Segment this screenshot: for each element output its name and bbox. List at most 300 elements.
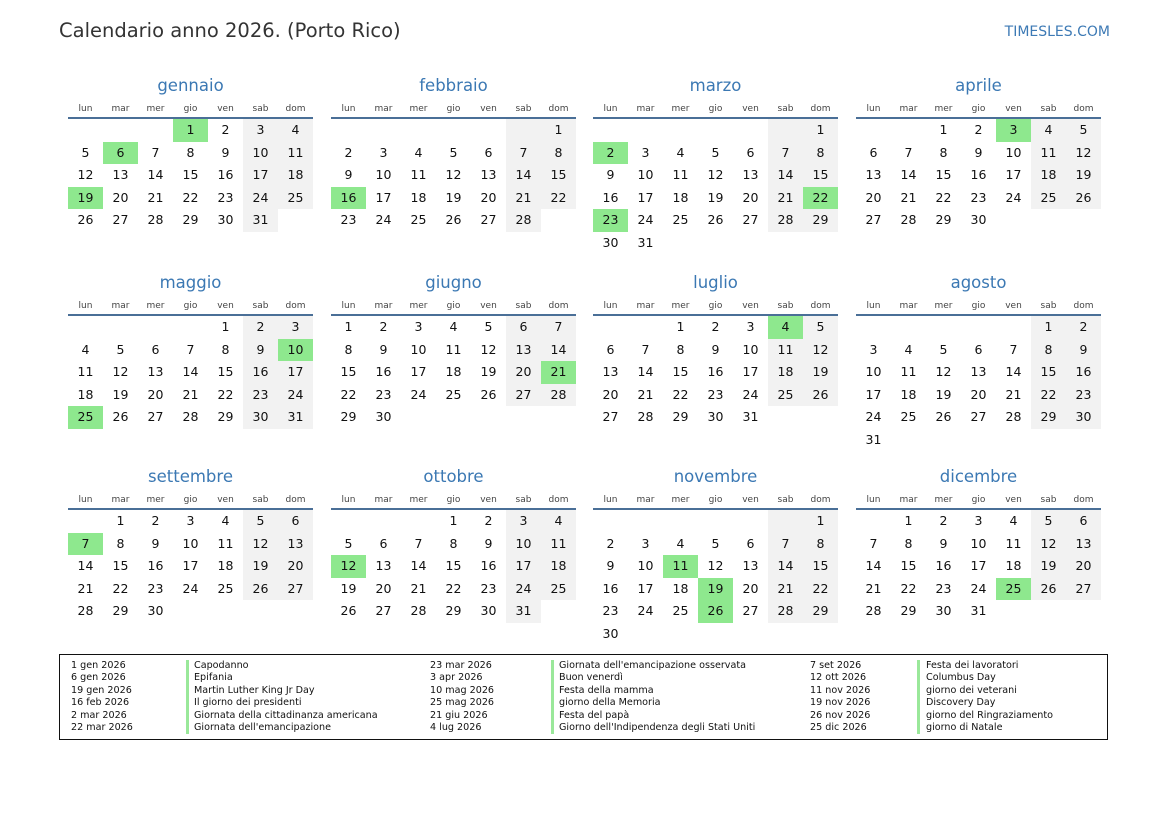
day-cell: 2 (1066, 316, 1101, 339)
day-cell: 4 (81, 341, 90, 357)
empty-cell (1031, 209, 1066, 232)
day-cell: 9 (344, 167, 353, 182)
day-cell: 27 (742, 603, 759, 618)
day-cell: 6 (869, 144, 878, 160)
legend-date: 7 set 2026 (810, 660, 862, 671)
day-cell: 18 (672, 189, 689, 205)
empty-cell (803, 406, 838, 429)
day-cell: 15 (900, 558, 917, 573)
day-cell: 29 (217, 409, 234, 424)
weekday-header (593, 294, 838, 316)
weekday-label: mar (899, 495, 918, 505)
weekday-label: dom (548, 104, 569, 114)
day-cell: 18 (1005, 558, 1022, 573)
weekday-label: lun (603, 104, 618, 114)
day-cell: 20 (147, 386, 164, 402)
day-cell: 5 (449, 144, 458, 160)
day-cell: 4 (676, 144, 685, 160)
weekday-label: ven (217, 104, 234, 114)
legend-holiday-name: Columbus Day (926, 672, 996, 684)
empty-cell (926, 429, 961, 452)
day-cell: 15 (340, 364, 357, 379)
empty-cell (506, 119, 541, 142)
day-cell: 26 (480, 386, 497, 402)
weekday-label: mer (671, 301, 690, 311)
month-title: marzo (689, 76, 742, 95)
weekday-label: lun (341, 301, 356, 311)
legend-date: 3 apr 2026 (430, 672, 483, 684)
holiday-day-cell: 6 (103, 142, 138, 165)
day-cell: 10 (865, 364, 882, 379)
weekday-label: ven (480, 104, 497, 114)
day-cell: 27 (602, 409, 619, 424)
day-cell: 23 (602, 603, 619, 618)
day-cell: 23 (375, 386, 392, 402)
month-gennaio (68, 74, 313, 232)
empty-cell (698, 119, 733, 142)
day-cell: 9 (151, 535, 160, 551)
day-cell: 28 (506, 209, 541, 232)
day-cell: 5 (484, 319, 493, 334)
empty-cell (768, 232, 803, 255)
holiday-day-cell: 3 (996, 119, 1031, 142)
day-cell: 23 (1066, 384, 1101, 407)
day-cell: 17 (742, 364, 759, 379)
day-cell: 3 (278, 316, 313, 339)
day-cell: 15 (112, 558, 129, 573)
day-cell: 29 (112, 603, 129, 618)
month-aprile (856, 74, 1101, 232)
day-cell: 9 (939, 535, 948, 551)
day-cell: 10 (637, 167, 654, 182)
day-cell: 30 (147, 603, 164, 618)
day-cell: 12 (935, 364, 952, 379)
empty-cell (243, 600, 278, 623)
month-maggio (68, 271, 313, 429)
day-cell: 7 (768, 142, 803, 165)
month-title: aprile (955, 76, 1002, 95)
holiday-day-cell: 23 (593, 209, 628, 232)
day-cell: 22 (541, 187, 576, 210)
day-cell: 27 (112, 212, 129, 227)
day-cell: 22 (935, 189, 952, 205)
day-cell: 21 (147, 189, 164, 205)
day-cell: 31 (970, 603, 987, 618)
day-cell: 23 (147, 580, 164, 596)
weekday-label: sab (252, 301, 269, 311)
weekday-label: lun (603, 301, 618, 311)
day-cell: 7 (414, 535, 423, 551)
weekday-label: dom (285, 301, 306, 311)
weekday-label: sab (777, 301, 794, 311)
holiday-day-cell: 19 (698, 578, 733, 601)
day-cell: 11 (768, 339, 803, 362)
day-cell: 29 (672, 409, 689, 424)
day-cell: 22 (1031, 384, 1066, 407)
day-cell: 5 (243, 510, 278, 533)
day-cell: 16 (480, 558, 497, 573)
month-title: gennaio (157, 76, 224, 95)
weekday-label: gio (708, 301, 723, 311)
day-cell: 15 (1031, 361, 1066, 384)
day-cell: 13 (865, 167, 882, 182)
weekday-label: gio (708, 495, 723, 505)
legend-color-bar (551, 660, 554, 734)
empty-cell (856, 119, 891, 142)
day-cell: 22 (182, 189, 199, 205)
day-cell: 1 (541, 119, 576, 142)
day-cell: 4 (1009, 513, 1018, 528)
weekday-label: mer (934, 301, 953, 311)
empty-cell (803, 623, 838, 646)
day-cell: 27 (278, 578, 313, 601)
weekday-header (68, 97, 313, 119)
day-cell: 28 (900, 212, 917, 227)
weekday-label: ven (1005, 301, 1022, 311)
day-cell: 20 (742, 189, 759, 205)
day-cell: 25 (217, 580, 234, 596)
day-cell: 3 (243, 119, 278, 142)
day-cell: 2 (151, 513, 160, 528)
empty-cell (1066, 600, 1101, 623)
day-cell: 23 (707, 386, 724, 402)
empty-cell (541, 600, 576, 623)
weekday-label: dom (810, 495, 831, 505)
day-cell: 30 (1066, 406, 1101, 429)
holiday-day-cell: 7 (68, 533, 103, 556)
day-cell: 6 (746, 144, 755, 160)
day-cell: 1 (344, 319, 353, 334)
weekday-label: sab (1040, 495, 1057, 505)
holiday-day-cell: 26 (698, 600, 733, 623)
holiday-day-cell: 2 (593, 142, 628, 165)
weekday-label: gio (183, 104, 198, 114)
day-cell: 6 (974, 341, 983, 357)
day-cell: 14 (506, 164, 541, 187)
weekday-label: mer (934, 104, 953, 114)
day-cell: 16 (1066, 361, 1101, 384)
day-grid (856, 119, 1101, 232)
day-cell: 8 (344, 341, 353, 357)
day-cell: 13 (742, 167, 759, 182)
month-title: ottobre (423, 467, 484, 486)
empty-cell (506, 406, 541, 429)
day-cell: 28 (637, 409, 654, 424)
empty-cell (996, 429, 1031, 452)
day-cell: 8 (1031, 339, 1066, 362)
legend-holiday-name: Giorno dell'Indipendenza degli Stati Uniti (559, 721, 756, 733)
weekday-label: sab (777, 104, 794, 114)
day-cell: 10 (243, 142, 278, 165)
weekday-label: lun (603, 495, 618, 505)
day-cell: 30 (602, 234, 619, 250)
day-cell: 4 (414, 144, 423, 160)
empty-cell (768, 119, 803, 142)
day-cell: 2 (606, 535, 615, 551)
day-cell: 17 (1005, 167, 1022, 182)
day-cell: 31 (637, 234, 654, 250)
day-cell: 19 (243, 555, 278, 578)
day-cell: 4 (1031, 119, 1066, 142)
weekday-label: dom (1073, 301, 1094, 311)
day-cell: 2 (939, 513, 948, 528)
day-cell: 25 (541, 578, 576, 601)
day-cell: 15 (445, 558, 462, 573)
day-cell: 4 (676, 535, 685, 551)
day-cell: 20 (480, 189, 497, 205)
legend-holiday-name: Festa della mamma (559, 684, 654, 696)
weekday-label: gio (971, 104, 986, 114)
day-cell: 13 (506, 339, 541, 362)
day-cell: 24 (1005, 189, 1022, 205)
day-cell: 9 (243, 339, 278, 362)
legend-color-bar (186, 660, 189, 734)
day-cell: 17 (637, 580, 654, 596)
day-cell: 24 (742, 386, 759, 402)
day-cell: 28 (865, 603, 882, 618)
weekday-label: lun (78, 301, 93, 311)
legend-date: 12 ott 2026 (810, 672, 867, 684)
day-cell: 5 (81, 144, 90, 160)
day-cell: 29 (445, 603, 462, 618)
day-cell: 25 (768, 384, 803, 407)
weekday-label: dom (548, 495, 569, 505)
month-title: giugno (425, 273, 482, 292)
empty-cell (733, 232, 768, 255)
day-cell: 19 (803, 361, 838, 384)
day-cell: 12 (1031, 533, 1066, 556)
day-cell: 8 (803, 533, 838, 556)
day-cell: 7 (541, 316, 576, 339)
weekday-header (68, 294, 313, 316)
day-grid (68, 510, 313, 623)
day-cell: 17 (637, 189, 654, 205)
day-cell: 24 (637, 603, 654, 618)
weekday-label: ven (742, 301, 759, 311)
day-cell: 4 (904, 341, 913, 357)
day-cell: 13 (278, 533, 313, 556)
legend-holiday-name: giorno dei veterani (926, 684, 1017, 696)
day-cell: 7 (186, 341, 195, 357)
day-cell: 10 (375, 167, 392, 182)
empty-cell (68, 316, 103, 339)
day-cell: 16 (217, 167, 234, 182)
weekday-label: gio (183, 301, 198, 311)
empty-cell (436, 406, 471, 429)
day-cell: 13 (147, 364, 164, 379)
day-cell: 30 (970, 212, 987, 227)
day-cell: 24 (637, 212, 654, 227)
legend-date: 21 giu 2026 (430, 709, 488, 721)
day-cell: 12 (707, 167, 724, 182)
legend-name-column (194, 660, 378, 734)
day-cell: 24 (182, 580, 199, 596)
legend-color-bar (917, 660, 920, 734)
weekday-label: mer (409, 495, 428, 505)
day-cell: 1 (803, 119, 838, 142)
day-cell: 25 (1031, 187, 1066, 210)
day-cell: 21 (768, 187, 803, 210)
weekday-label: mer (146, 301, 165, 311)
day-cell: 24 (970, 580, 987, 596)
weekday-label: mer (146, 495, 165, 505)
day-cell: 31 (865, 431, 882, 447)
weekday-label: ven (217, 301, 234, 311)
day-cell: 14 (1005, 364, 1022, 379)
day-cell: 8 (449, 535, 458, 551)
day-cell: 16 (935, 558, 952, 573)
empty-cell (768, 406, 803, 429)
day-cell: 3 (186, 513, 195, 528)
legend-holiday-name: Buon venerdì (559, 672, 623, 684)
site-link[interactable]: TIMESLES.COM (1004, 24, 1110, 40)
day-cell: 21 (77, 580, 94, 596)
day-cell: 31 (243, 209, 278, 232)
weekday-label: mer (409, 104, 428, 114)
empty-cell (138, 119, 173, 142)
day-cell: 12 (1066, 142, 1101, 165)
day-cell: 7 (768, 533, 803, 556)
weekday-header (593, 97, 838, 119)
day-cell: 2 (484, 513, 493, 528)
legend-holiday-name: Martin Luther King Jr Day (194, 684, 315, 696)
weekday-header (856, 97, 1101, 119)
legend-holiday-name: Festa dei lavoratori (926, 660, 1019, 671)
day-cell: 19 (935, 386, 952, 402)
day-cell: 1 (803, 510, 838, 533)
day-cell: 7 (904, 144, 913, 160)
empty-cell (401, 406, 436, 429)
weekday-label: dom (810, 301, 831, 311)
day-grid (593, 510, 838, 645)
weekday-label: mar (111, 495, 130, 505)
weekday-label: sab (252, 104, 269, 114)
day-cell: 20 (1066, 555, 1101, 578)
day-cell: 5 (711, 535, 720, 551)
day-cell: 28 (768, 209, 803, 232)
day-cell: 13 (602, 364, 619, 379)
day-cell: 1 (449, 513, 458, 528)
weekday-label: sab (515, 495, 532, 505)
day-cell: 31 (506, 600, 541, 623)
empty-cell (891, 316, 926, 339)
day-cell: 14 (541, 339, 576, 362)
day-cell: 15 (803, 164, 838, 187)
empty-cell (471, 119, 506, 142)
empty-cell (628, 510, 663, 533)
day-cell: 10 (970, 535, 987, 551)
day-cell: 22 (217, 386, 234, 402)
day-cell: 1 (904, 513, 913, 528)
weekday-label: mar (899, 301, 918, 311)
day-cell: 3 (746, 319, 755, 334)
empty-cell (401, 119, 436, 142)
day-cell: 19 (707, 189, 724, 205)
empty-cell (68, 119, 103, 142)
weekday-label: lun (341, 104, 356, 114)
legend-holiday-name: giorno del Ringraziamento (926, 709, 1053, 721)
empty-cell (208, 600, 243, 623)
day-cell: 1 (221, 319, 230, 334)
day-cell: 21 (506, 187, 541, 210)
legend-date: 1 gen 2026 (71, 660, 126, 671)
weekday-label: sab (1040, 301, 1057, 311)
day-cell: 4 (278, 119, 313, 142)
day-cell: 10 (637, 558, 654, 573)
day-cell: 29 (803, 209, 838, 232)
empty-cell (891, 119, 926, 142)
weekday-label: ven (1005, 495, 1022, 505)
day-cell: 9 (221, 144, 230, 160)
day-cell: 1 (939, 122, 948, 137)
empty-cell (138, 316, 173, 339)
day-cell: 2 (711, 319, 720, 334)
legend-date: 25 dic 2026 (810, 721, 867, 733)
day-grid (856, 510, 1101, 623)
weekday-header (593, 488, 838, 510)
day-cell: 8 (221, 341, 230, 357)
day-grid (856, 316, 1101, 451)
weekday-label: lun (866, 104, 881, 114)
day-cell: 29 (182, 212, 199, 227)
day-cell: 15 (182, 167, 199, 182)
empty-cell (366, 510, 401, 533)
legend-date: 22 mar 2026 (71, 721, 133, 733)
day-cell: 8 (803, 142, 838, 165)
day-cell: 30 (243, 406, 278, 429)
day-cell: 26 (243, 578, 278, 601)
day-cell: 18 (217, 558, 234, 573)
day-cell: 12 (243, 533, 278, 556)
day-cell: 5 (711, 144, 720, 160)
weekday-label: mar (636, 495, 655, 505)
day-cell: 25 (672, 212, 689, 227)
empty-cell (996, 600, 1031, 623)
empty-cell (278, 600, 313, 623)
day-cell: 14 (900, 167, 917, 182)
day-cell: 20 (602, 386, 619, 402)
day-cell: 1 (1031, 316, 1066, 339)
empty-cell (436, 119, 471, 142)
legend-name-column (559, 660, 755, 734)
weekday-label: gio (183, 495, 198, 505)
day-cell: 27 (147, 409, 164, 424)
holiday-day-cell: 1 (173, 119, 208, 142)
month-title: maggio (159, 273, 222, 292)
empty-cell (331, 119, 366, 142)
day-cell: 31 (278, 406, 313, 429)
day-cell: 23 (340, 212, 357, 227)
day-cell: 19 (445, 189, 462, 205)
month-dicembre (856, 465, 1101, 623)
weekday-label: mer (671, 104, 690, 114)
legend-date-column (71, 660, 133, 734)
day-cell: 11 (672, 167, 689, 182)
month-title: febbraio (419, 76, 488, 95)
day-cell: 26 (1066, 187, 1101, 210)
day-cell: 9 (974, 144, 983, 160)
day-cell: 20 (112, 189, 129, 205)
day-cell: 16 (243, 361, 278, 384)
empty-cell (278, 209, 313, 232)
day-cell: 11 (900, 364, 917, 379)
weekday-label: dom (1073, 495, 1094, 505)
day-cell: 27 (742, 212, 759, 227)
day-cell: 14 (637, 364, 654, 379)
day-cell: 25 (900, 409, 917, 424)
weekday-label: lun (78, 104, 93, 114)
day-cell: 20 (742, 580, 759, 596)
